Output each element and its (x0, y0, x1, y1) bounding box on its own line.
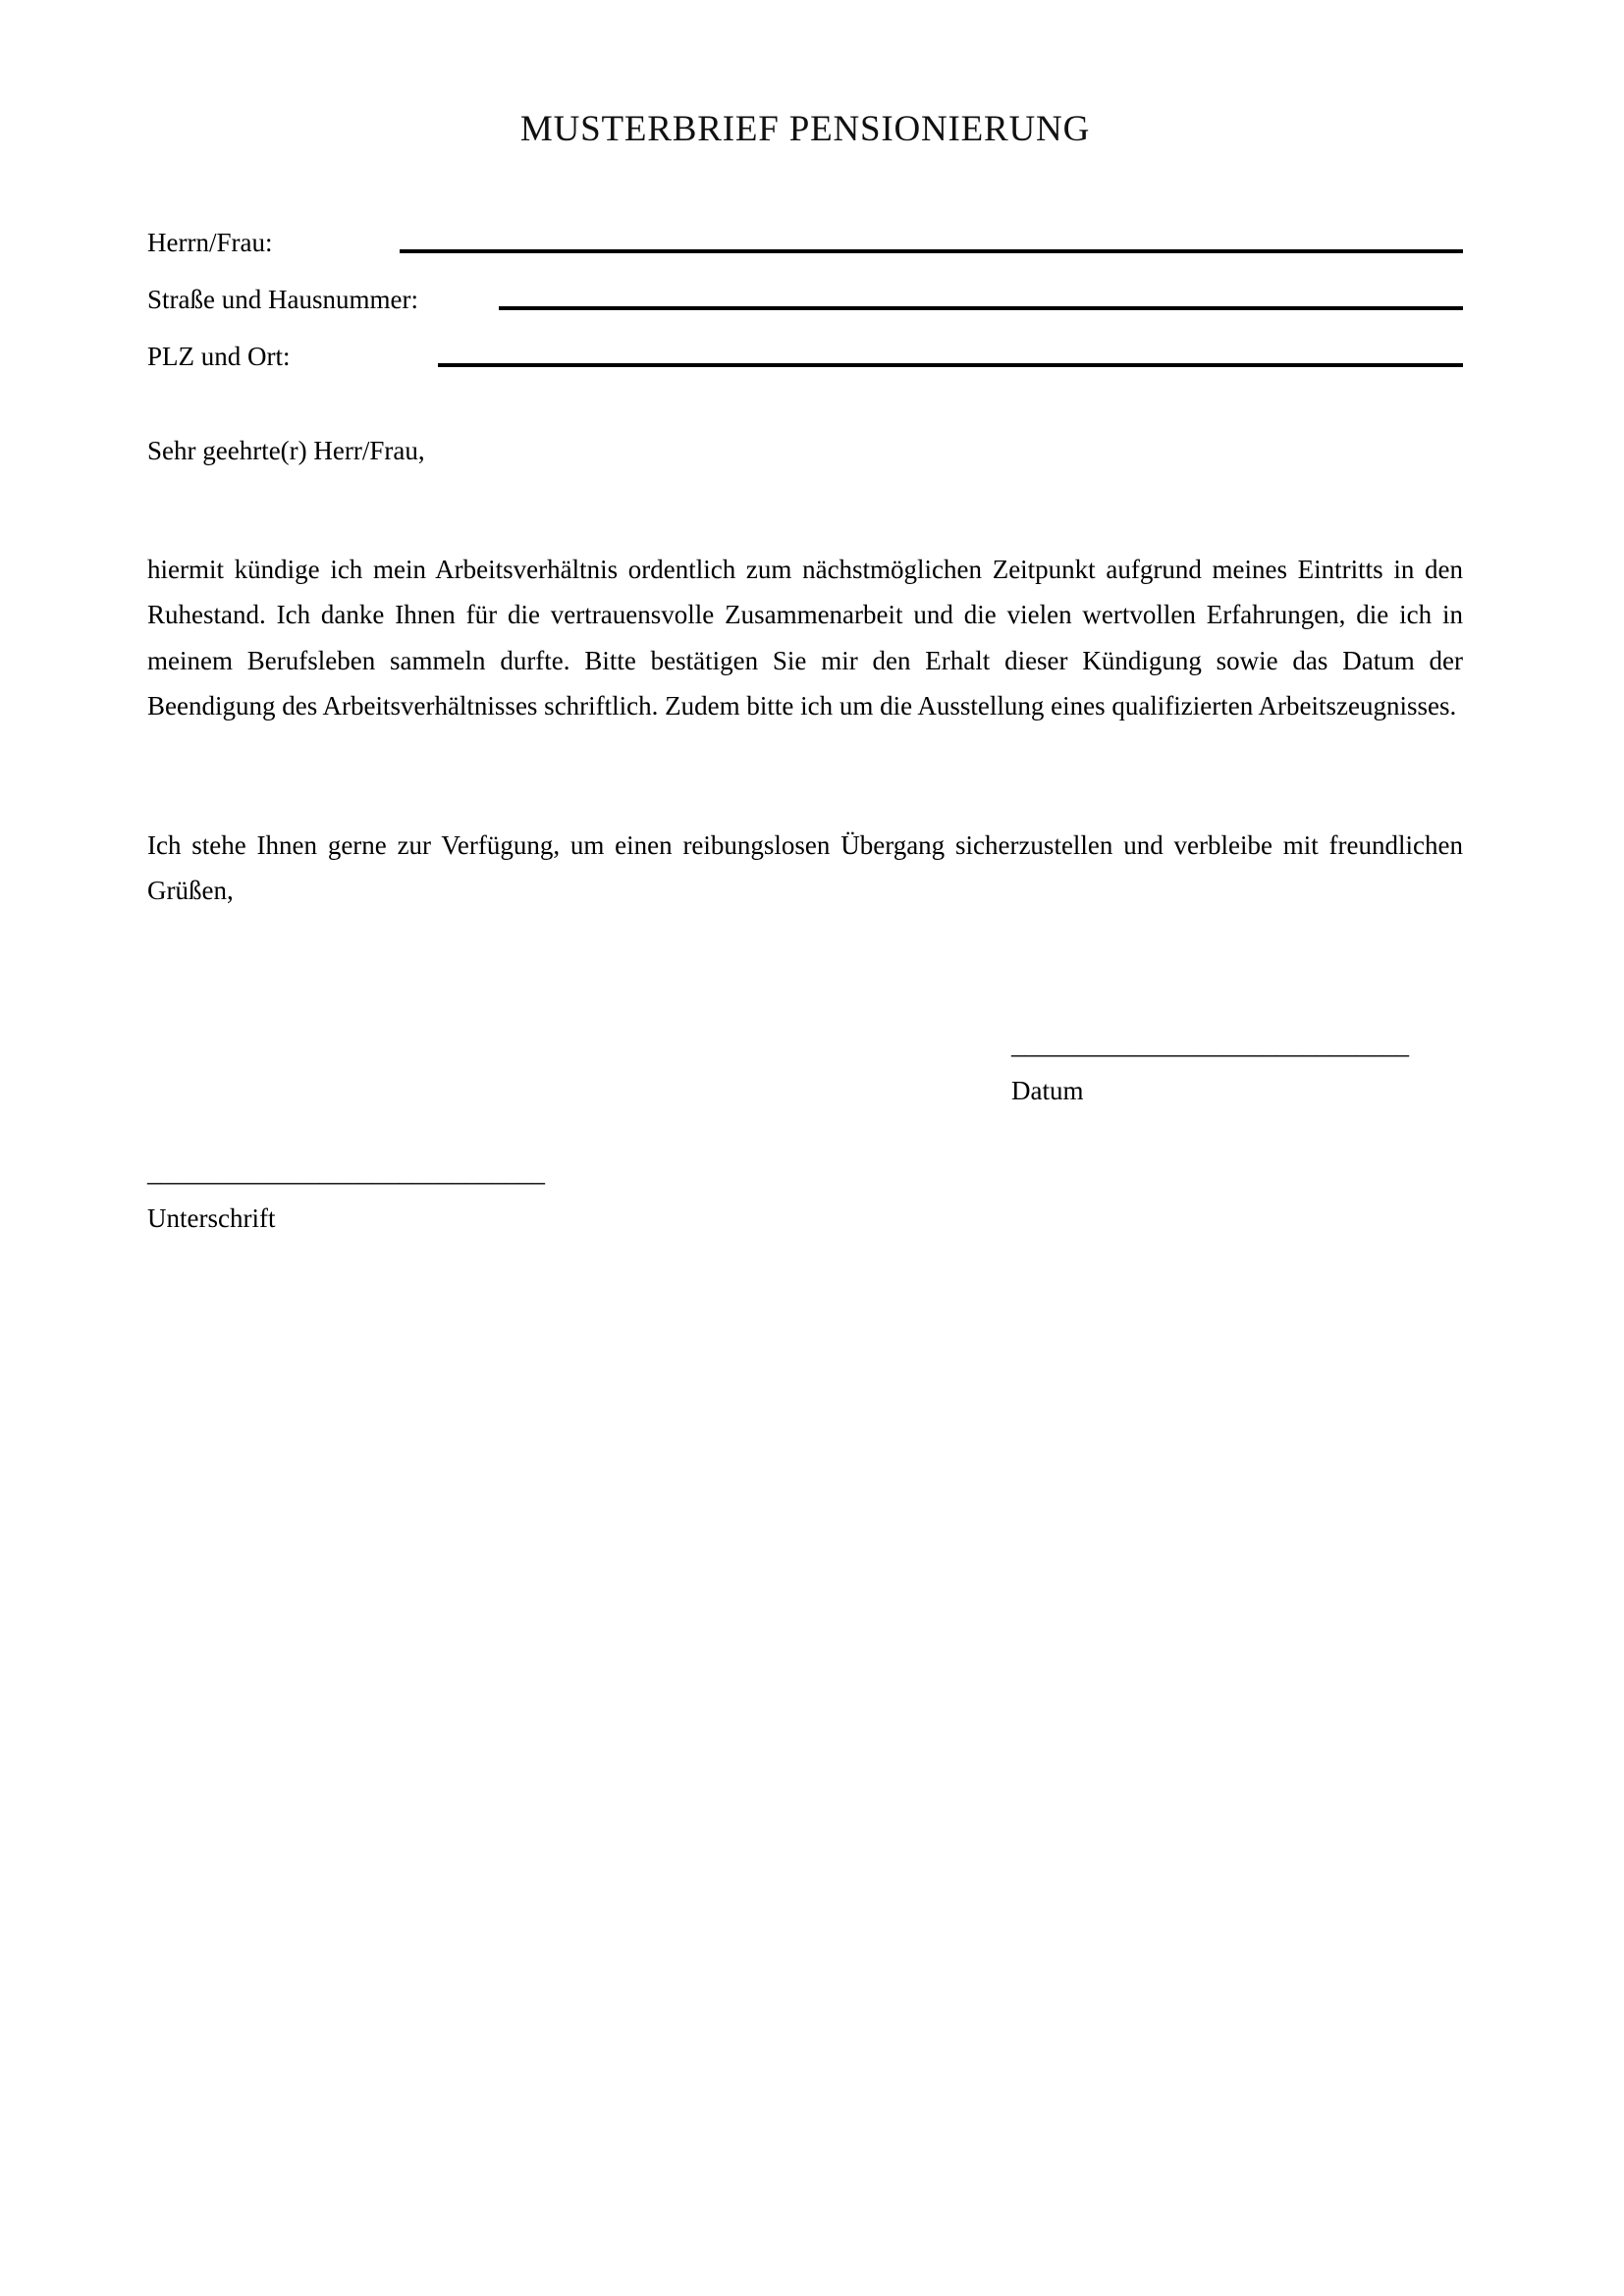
document-content (147, 0, 1463, 1325)
label-herrn-frau: Herrn/Frau: (147, 228, 273, 258)
page-title: MUSTERBRIEF PENSIONIERUNG (519, 109, 1091, 149)
salutation-line: Sehr geehrte(r) Herr/Frau, (147, 435, 425, 465)
body-paragraph-2: Ich stehe Ihnen gerne zur Verfügung, um einen reibungslosen Übergang sicherzustellen und verbleibe mit freundlichen Grüßen, (147, 829, 1463, 906)
signature-block (147, 1158, 545, 1236)
label-plz-ort: PLZ und Ort: (147, 342, 291, 372)
signature-rule[interactable]: ______________________________ (147, 1157, 545, 1188)
body-paragraph-1: hiermit kündige ich mein Arbeitsverhältnis ordentlich zum nächstmöglichen Zeitpunkt aufgrund meines Eintritts in den Ruhestand. Ich danke Ihnen für die vertrauensvolle Zusammenarbeit und die vielen wertvollen Erfahrungen, die ich in meinem Berufsleben sammeln durfte. Bitte bestätigen Sie mir den Erhalt dieser Kündigung sowie das Datum der Beendigung des Arbeitsverhältnisses schriftlich. Zudem bitte ich um die Ausstellung eines qualifizierten Arbeitszeugnisses. (147, 554, 1463, 721)
label-strasse-hausnummer: Straße und Hausnummer: (147, 285, 418, 315)
signature-area (147, 1031, 1463, 1325)
date-block (1011, 1031, 1409, 1108)
input-rule-city[interactable] (438, 363, 1464, 367)
date-caption: Datum (1011, 1076, 1084, 1106)
form-row-street (147, 261, 1463, 318)
form-row-recipient-name (147, 204, 1463, 261)
form-row-city (147, 318, 1463, 375)
input-rule-street[interactable] (499, 306, 1463, 310)
signature-caption: Unterschrift (147, 1203, 276, 1234)
input-rule-recipient-name[interactable] (400, 249, 1463, 253)
date-signature-rule[interactable]: ______________________________ (1011, 1030, 1409, 1060)
recipient-address-block (147, 204, 1463, 375)
